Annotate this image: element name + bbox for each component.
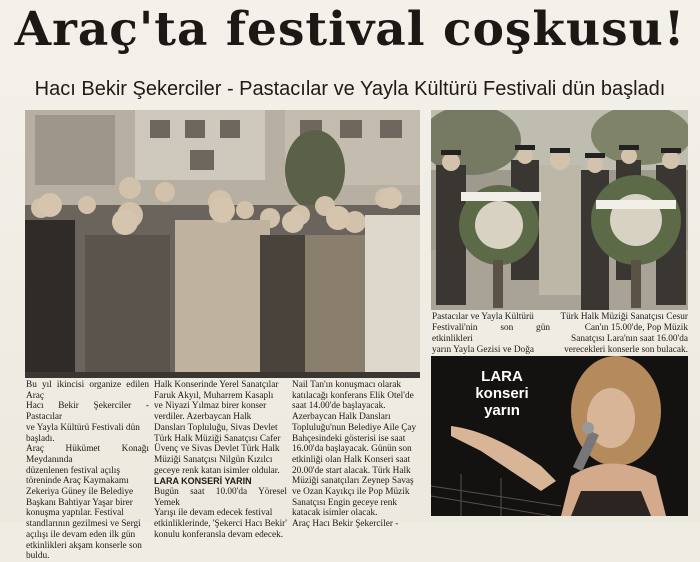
text-line: etkinliği olan Halk Konseri saat: [292, 454, 411, 465]
article-column-3: [292, 380, 422, 530]
caption-line: Pastacılar ve Yayla Kültürü: [432, 312, 534, 322]
text-line: başladı.: [26, 433, 55, 444]
text-line: 20.00'de start alacak. Türk Halk: [292, 465, 411, 476]
article-subheadline: Hacı Bekir Şekerciler - Pastacılar ve Yayla Kültürü Festivali dün başladı: [34, 78, 666, 100]
text-line: Bahçesindeki gösterisi ise saat: [292, 433, 406, 444]
caption-line: Festivali'nin son gün etkinlikleri: [432, 322, 550, 344]
text-line: Bu yıl ikincisi organize edilen Araç: [26, 380, 149, 401]
text-line: konuşma yaptılar. Festival: [26, 508, 124, 519]
text-line: Zekeriya Güney ile Belediye: [26, 487, 134, 498]
text-line: düzenlenen festival açılış: [26, 465, 120, 476]
text-line: Yarışı ile devam edecek festival: [154, 508, 273, 519]
text-line: Bugün saat 10.00'da Yöresel Yemek: [154, 487, 287, 508]
text-line: Türk Halk Müziği Sanatçısı Cafer: [154, 433, 281, 444]
text-line: açılışı ile devam eden ilk gün: [26, 529, 136, 540]
text-line: Azerbaycan Halk Dansları: [292, 412, 391, 423]
article-column-1: [26, 380, 149, 562]
text-line: 16.00'da başlayacak. Günün son: [292, 444, 412, 455]
lara-title-line: konseri: [475, 385, 529, 402]
text-line: geceye renk katan isimler oldular.: [154, 465, 280, 476]
text-line: etkinlikleri akşam konserle son: [26, 540, 142, 551]
text-line: Topluluğu'nun Belediye Aile Çay: [292, 422, 417, 433]
text-line: ve Niyazi Yılmaz birer konser: [154, 401, 267, 412]
text-line: saat 14.00'de başlayacak.: [292, 401, 386, 412]
ceremony-photo: [431, 110, 688, 310]
main-photo-officials: [25, 110, 420, 378]
text-line: Sanatçısı Engin geceye renk: [292, 497, 398, 508]
caption-line: Sanatçısı Lara'nın saat 16.00'da: [571, 333, 688, 344]
text-line: Başkanı Bahtiyar Yaşar birer: [26, 497, 133, 508]
text-line: Müziği sanatçıları Zeynep Savaş: [292, 476, 414, 487]
text-line: standlarının gezilmesi ve Sergi: [26, 519, 141, 530]
text-line: katılacağı konferans Elik Otel'de: [292, 390, 414, 401]
text-line: töreninde Araç Kaymakamı: [26, 476, 129, 487]
text-line: Üvenç ve Sivas Devlet Türk Halk: [154, 444, 280, 455]
text-line: katacak isimler olacak.: [292, 508, 378, 519]
caption-line: Can'ın 15.00'de, Pop Müzik: [584, 322, 688, 333]
text-line: Halk Konserinde Yerel Sanatçılar: [154, 380, 279, 390]
article-headline: Araç'ta festival coşkusu!: [14, 2, 686, 57]
text-line: konulu konferansla devam edecek.: [154, 529, 284, 540]
section-subhead: LARA KONSERİ YARIN: [154, 476, 252, 487]
caption-line: Türk Halk Müziği Sanatçısı Cesur: [560, 312, 688, 322]
text-line: Nail Tan'ın konuşmacı olarak: [292, 380, 402, 390]
text-line: etkinliklerinde, 'Şekerci Hacı Bekir': [154, 519, 287, 530]
text-line: Dansları Topluluğu, Sivas Devlet: [154, 422, 278, 433]
lara-title-line: LARA: [481, 368, 523, 385]
text-line: ve Ozan Kayıkçı ile Pop Müzik: [292, 487, 410, 498]
article-column-2: [154, 380, 287, 541]
lara-title-line: yarın: [484, 402, 520, 419]
text-line: Araç Hacı Bekir Şekerciler -: [292, 519, 399, 530]
caption-line: verecekleri konserle son bulacak.: [564, 344, 688, 355]
text-line: verdiler. Azerbaycan Halk: [154, 412, 252, 423]
text-line: ve Yayla Kültürü Festivali dün: [26, 422, 140, 433]
text-line: Hacı Bekir Şekerciler - Pastacılar: [26, 401, 149, 423]
caption-line: yarın Yayla Gezisi ve Doğa: [432, 344, 534, 355]
text-line: Faruk Akyıl, Muharrem Kasaplı: [154, 390, 274, 401]
text-line: Müziği Sanatçısı Nilgün Kızılcı: [154, 454, 273, 465]
text-line: Araç Hükümet Konağı Meydanında: [26, 444, 149, 465]
lara-concert-title: [462, 368, 542, 419]
text-line: buldu.: [26, 551, 50, 562]
